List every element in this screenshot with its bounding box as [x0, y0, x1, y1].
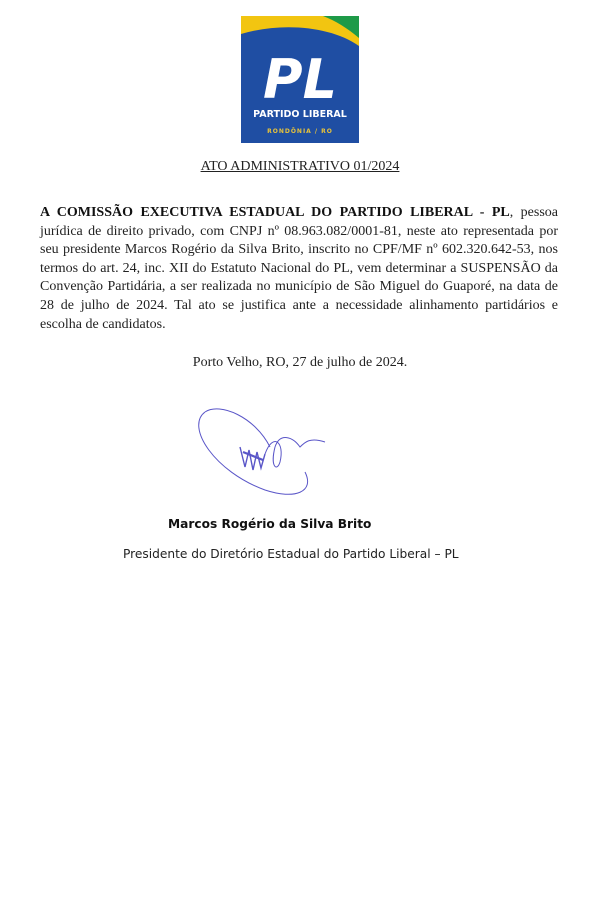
handwritten-signature: [185, 402, 335, 502]
place-and-date: Porto Velho, RO, 27 de julho de 2024.: [192, 355, 408, 371]
signer-role: Presidente do Diretório Estadual do Partido Liberal – PL: [123, 547, 459, 562]
body-text-rest: , pessoa jurídica de direito privado, com CNPJ nº 08.963.082/0001-81, neste ato representada por seu presidente Marcos Rogério da Silva Brito, inscrito no CPF/MF nº 602.320.642-53, nos termos do art. 24, inc. XII do Estatuto Nacional do PL, vem determinar a SUSPENSÃO da Convenção Partidária, a ser realizada no município de São Miguel do Guaporé, na data de 28 de julho de 2024. Tal ato se justifica ante a necessidade alinhamento partidários e escolha de candidatos.: [40, 205, 559, 332]
document-body: [40, 204, 558, 334]
logo-region: RONDÔNIA / RO: [267, 128, 333, 135]
logo-party-name: PARTIDO LIBERAL: [253, 109, 347, 120]
body-bold-lead: A COMISSÃO EXECUTIVA ESTADUAL DO PARTIDO LIBERAL - PL: [40, 205, 510, 220]
logo-letters: PL: [263, 48, 337, 111]
signature-icon: [185, 402, 335, 502]
pl-logo-icon: [241, 16, 359, 143]
signer-name: Marcos Rogério da Silva Brito: [168, 517, 372, 532]
party-logo: [241, 16, 359, 143]
document-title: ATO ADMINISTRATIVO 01/2024: [200, 159, 400, 174]
